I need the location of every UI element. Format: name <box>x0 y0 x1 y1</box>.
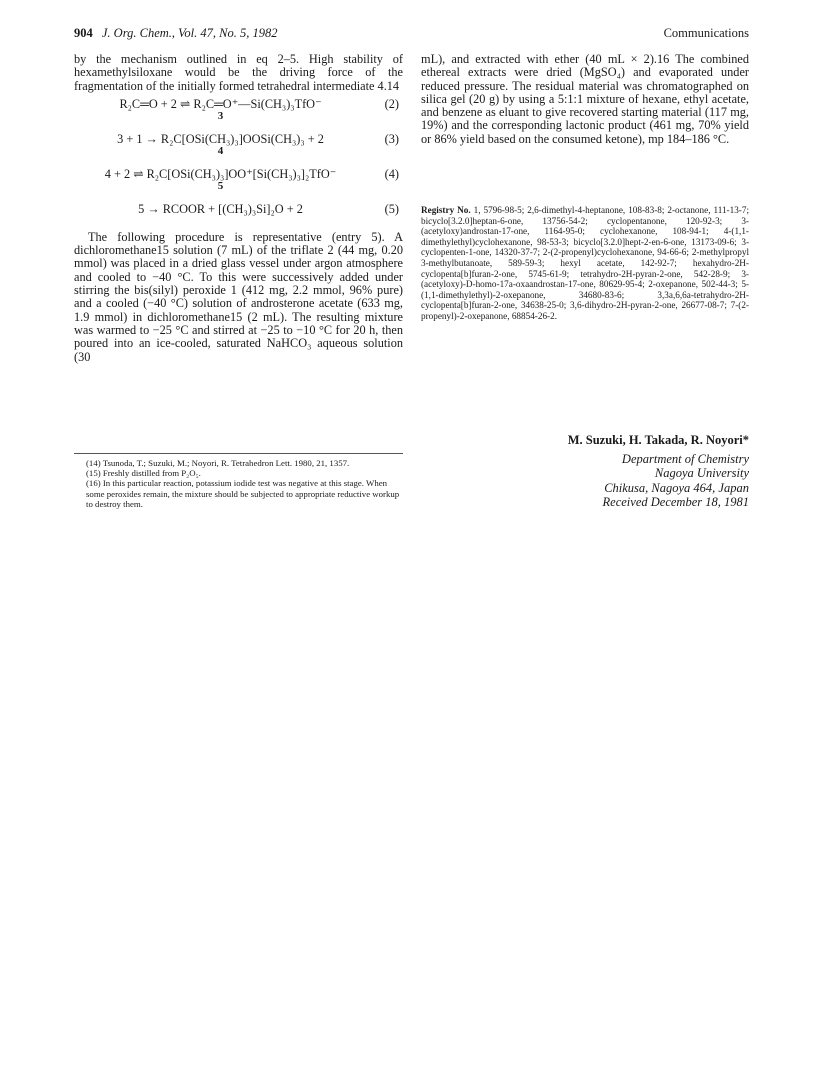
footnote-15: (15) Freshly distilled from P₂O₅. <box>86 468 201 479</box>
section-title: Communications <box>663 26 749 40</box>
author-names: M. Suzuki, H. Takada, R. Noyori* <box>567 433 749 447</box>
equation-2-number: (2) <box>384 96 399 111</box>
journal-citation: J. Org. Chem., Vol. 47, No. 5, 1982 <box>101 26 278 40</box>
equation-5-text: 5 → RCOOR + [(CH₃)₃Si]₂O + 2 <box>138 201 303 216</box>
procedure-paragraph: The following procedure is representative (entry 5). A dichloromethane15 solution (7 mL) of the triflate 2 (44 mg, 0.20 mmol) was placed in a dried glass vessel under argon atmosphere and cooled to −40 °C. To this were successively added under stirring the bis(silyl) peroxide 1 (412 mg, 2.2 mmol, 96% pure) and a cooled (−40 °C) solution of androsterone acetate (633 mg, 1.9 mmol) in dichloromethane15 (2 mL). The resulting mixture was warmed to −25 °C and stirred at −25 to −10 °C for 20 h, then poured into an ice-cooled, saturated NaHCO₃ aqueous solution (30 <box>74 229 403 364</box>
equation-4-text: 4 + 2 ⇌ R₂C[OSi(CH₃)₃]OO⁺[Si(CH₃)₃]₂TfO⁻ <box>104 166 337 181</box>
equation-5 <box>74 203 403 229</box>
equation-4-number: (4) <box>384 166 399 181</box>
continuation-paragraph: mL), and extracted with ether (40 mL × 2).16 The combined ethereal extracts were dried (MgSO₄) and evaporated under reduced pressure. The residual material was chromatographed on silica gel (20 g) by using a 5:1:1 mixture of hexane, ethyl acetate, and benzene as eluant to give recovered starting material (117 mg, 19%) and the corresponding lactonic product (461 mg, 70% yield or 86% yield based on the consumed ketone), mp 184–186 °C. <box>421 52 749 146</box>
page-number: 904 <box>74 26 93 40</box>
equation-4-label: 5 <box>217 180 224 193</box>
equation-3-text: 3 + 1 → R₂C[OSi(CH₃)₃]OOSi(CH₃)₃ + 2 <box>117 131 324 146</box>
registry-numbers <box>421 205 749 322</box>
equation-2 <box>74 98 403 128</box>
equation-5-number: (5) <box>384 201 399 216</box>
registry-label: Registry No. <box>421 205 471 215</box>
address: Chikusa, Nagoya 464, Japan <box>604 480 749 495</box>
footnotes <box>74 453 403 509</box>
equation-3 <box>74 133 403 163</box>
registry-text: 1, 5796-98-5; 2,6-dimethyl-4-heptanone, 108-83-8; 2-octanone, 111-13-7; bicyclo[3.2.0]heptan-6-one, 13756-54-2; cyclopentanone, 120-92-3; 3-(acetyloxy)androstan-17-one, 1164-95-0; cyclohexanone, 108-94-1; 4-(1,1-dimethylethyl)cyclohexanone, 98-53-3; bicyclo[3.2.0]hept-2-en-6-one, 13173-09-6; 3-cyclopenten-1-one, 14320-37-7; 2-(2-propenyl)cyclohexanone, 94-66-6; 2-methylpropyl 3-methylbutanoate, 589-59-3; hexyl acetate, 142-92-7; hexahydro-2H-cyclopenta[b]furan-2-one, 5745-61-9; tetrahydro-2H-pyran-2-one, 542-28-9; 3-(acetyloxy)-D-homo-17a-oxaandrostan-17-one, 80629-95-4; 2-oxepanone, 502-44-3; 5-(1,1-dimethylethyl)-2-oxepanone, 34680-83-6; 3,3a,6,6a-tetrahydro-2H-cyclopenta[b]furan-2-one, 34638-25-0; 3,6-dihydro-2H-pyran-2-one, 26677-08-7; 7-(2-propenyl)-2-oxepanone, 68854-26-2. <box>421 205 749 321</box>
university: Nagoya University <box>654 466 749 480</box>
footnote-14: (14) Tsunoda, T.; Suzuki, M.; Noyori, R. Tetrahedron Lett. 1980, 21, 1357. <box>86 458 350 468</box>
footnote-16: (16) In this particular reaction, potassium iodide test was negative at this stage. When some peroxides remain, the mixture should be subjected to appropriate reductive workup to destroy them. <box>86 478 400 509</box>
author-block <box>421 433 749 510</box>
left-column <box>74 53 403 364</box>
department: Department of Chemistry <box>621 451 749 466</box>
right-column <box>421 53 749 146</box>
equation-3-number: (3) <box>384 131 399 146</box>
header-left <box>74 26 277 41</box>
equation-3-label: 4 <box>217 145 224 158</box>
intro-paragraph: by the mechanism outlined in eq 2–5. High stability of hexamethylsiloxane would be the driving force of the fragmentation of the initially formed tetrahedral intermediate 4.14 <box>74 52 403 93</box>
equation-2-label: 3 <box>217 110 224 123</box>
received-date: Received December 18, 1981 <box>602 495 749 509</box>
running-header <box>74 26 749 46</box>
equation-2-text: R₂C═O + 2 ⇌ R₂C═O⁺—Si(CH₃)₃TfO⁻ <box>119 96 322 111</box>
equation-4 <box>74 168 403 198</box>
